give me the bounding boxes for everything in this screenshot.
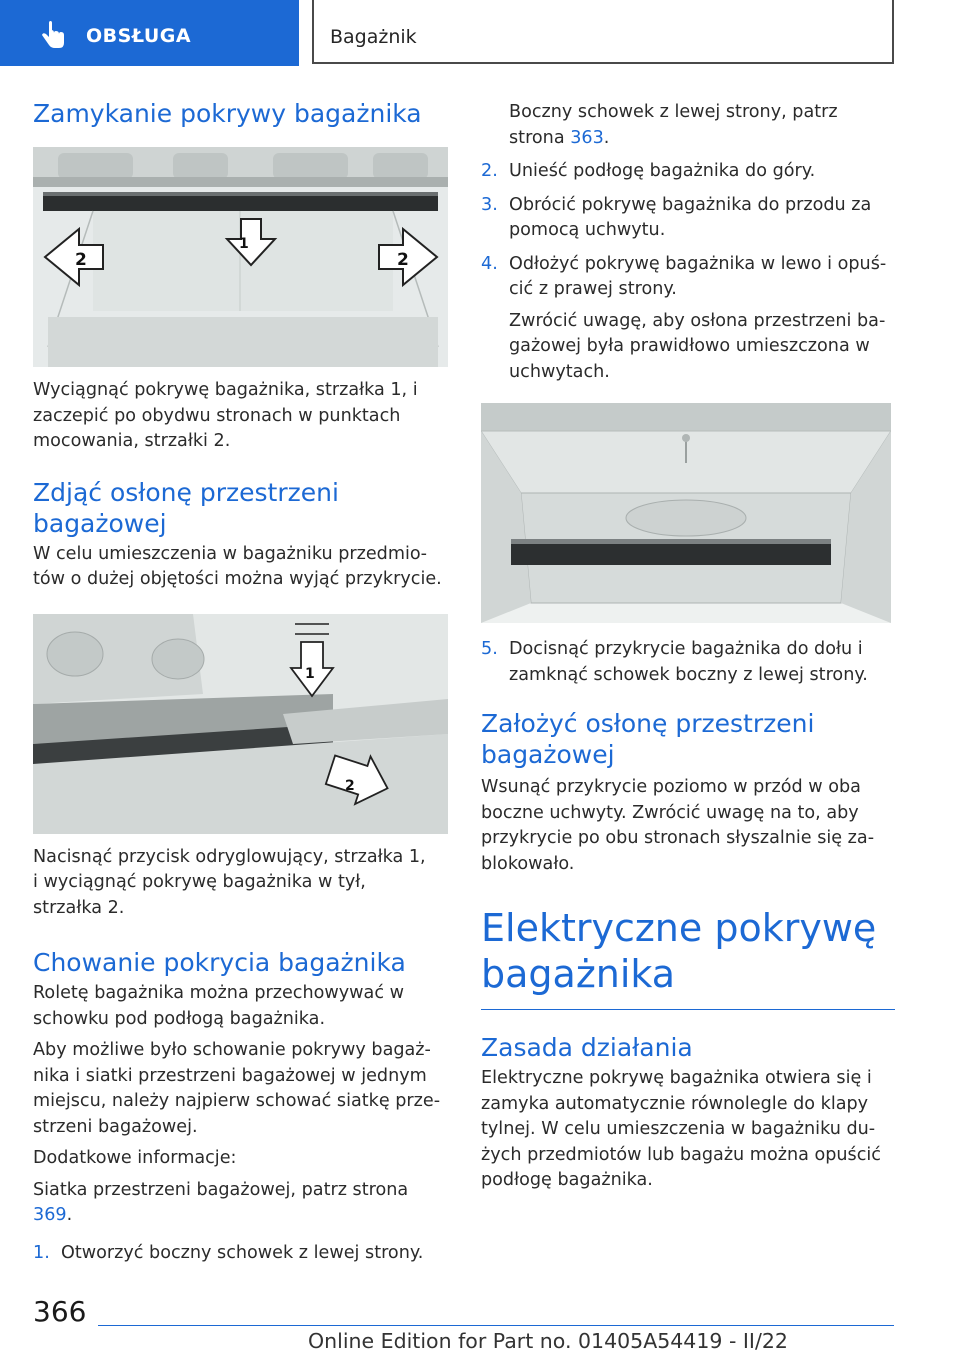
step-4-note xyxy=(481,309,895,386)
para-press-release-2: i wyciągnąć pokrywę bagażnika w tył, xyxy=(33,872,366,892)
step-5 xyxy=(481,637,895,688)
figure-stowed-cover xyxy=(481,403,891,623)
para-store-1: Roletę bagażnika można przechowywać w schowku pod podłogą bagażnika. xyxy=(33,983,404,1029)
step-3 xyxy=(481,193,895,244)
step-text: Otworzyć boczny schowek z lewej strony. xyxy=(61,1242,424,1263)
heading-install-cover: Założyć osłonę przestrzeni bagażowej xyxy=(481,709,815,769)
figure-cover-closing xyxy=(33,147,448,367)
chapter-header xyxy=(312,0,894,64)
step-text: Obrócić pokrywę bagażnika do przodu za pomocą uchwytu. xyxy=(509,194,872,240)
chapter-divider xyxy=(481,1009,895,1010)
heading-principle: Zasada działania xyxy=(481,1033,693,1062)
section-label: OBSŁUGA xyxy=(86,25,192,47)
step-2 xyxy=(481,159,895,185)
step-number: 4. xyxy=(481,253,498,274)
step-number: 1. xyxy=(33,1242,50,1263)
arrow-label-2-left: 2 xyxy=(75,250,87,270)
net-reference-text: Siatka przestrzeni bagażowej, patrz strona xyxy=(33,1179,409,1200)
left-column xyxy=(33,98,448,1266)
chapter-heading-electric: Elektryczne pokrywę bagażnika xyxy=(481,906,877,996)
arrow-label-1: 1 xyxy=(239,236,249,252)
para-remove-cover: W celu umieszczenia w bagażniku przedmiotów o dużej objętości można wyjąć przykrycie. xyxy=(33,543,442,589)
page-number: 366 xyxy=(33,1295,87,1328)
right-column xyxy=(481,100,895,1194)
step-text: Odłożyć pokrywę bagażnika w lewo i opuścić z prawej strony. xyxy=(509,253,887,299)
step-1 xyxy=(33,1241,448,1267)
para-principle: Elektryczne pokrywę bagażnika otwiera się i zamyka automatycznie równolegle do klapy tylnej. W celu umieszczenia w bagażniku dużych przedmiotów lub bagażu można opuścić podłogę bagażnika. xyxy=(481,1068,881,1190)
heading-close-cover: Zamykanie pokrywy bagażnika xyxy=(33,99,422,128)
footer-edition: Online Edition for Part no. 01405A54419 - II/22 xyxy=(308,1329,788,1353)
step-number: 3. xyxy=(481,194,498,215)
figure-release-button xyxy=(33,614,448,834)
para-net-reference: Siatka przestrzeni bagażowej, patrz strona 369. xyxy=(33,1179,409,1225)
step-number: 2. xyxy=(481,161,498,181)
fig2-arrow-label-1: 1 xyxy=(305,665,315,682)
step-text: Docisnąć przykrycie bagażnika do dołu i zamknąć schowek boczny z lewej strony. xyxy=(509,639,868,685)
step-4 xyxy=(481,252,895,303)
hand-pointer-icon xyxy=(38,20,68,50)
page-link-363[interactable]: 363 xyxy=(570,127,604,148)
para-close-cover: Wyciągnąć pokrywę bagażnika, strzałka 1, i zaczepić po obydwu stronach w punktach mocowania, strzałki 2. xyxy=(33,380,418,451)
chapter-label: Bagażnik xyxy=(330,26,417,48)
step-note-text: Zwrócić uwagę, aby osłona przestrzeni bagażowej była prawidłowo umieszczona w uchwytach. xyxy=(509,310,886,382)
step-number: 5. xyxy=(481,639,498,659)
para-additional-info: Dodatkowe informacje: xyxy=(33,1148,237,1168)
para-press-release-1: Nacisnąć przycisk odryglowujący, strzałka 1, xyxy=(33,846,426,867)
section-badge xyxy=(0,0,299,66)
step-text: Boczny schowek z lewej strony, patrz strona xyxy=(509,102,838,148)
heading-store-cover: Chowanie pokrycia bagażnika xyxy=(33,948,406,977)
para-store-2: Aby możliwe było schowanie pokrywy bagażnika i siatki przestrzeni bagażowej w jednym miejscu, należy najpierw schować siatkę przestrzeni bagażowej. xyxy=(33,1040,441,1137)
fig2-arrow-label-2: 2 xyxy=(345,777,355,794)
arrow-label-2-right: 2 xyxy=(397,250,409,270)
page-link-369[interactable]: 369 xyxy=(33,1205,67,1225)
step-text: Unieść podłogę bagażnika do góry. xyxy=(509,161,816,181)
step-1-continuation: Boczny schowek z lewej strony, patrz strona 363. xyxy=(509,102,838,148)
para-press-release-3: strzałka 2. xyxy=(33,897,125,918)
para-install-cover: Wsunąć przykrycie poziomo w przód w oba boczne uchwyty. Zwrócić uwagę na to, aby przykrycie po obu stronach słyszalnie się zablokowało. xyxy=(481,777,875,874)
heading-remove-cover: Zdjąć osłonę przestrzeni bagażowej xyxy=(33,477,339,538)
footer-divider xyxy=(98,1325,894,1326)
